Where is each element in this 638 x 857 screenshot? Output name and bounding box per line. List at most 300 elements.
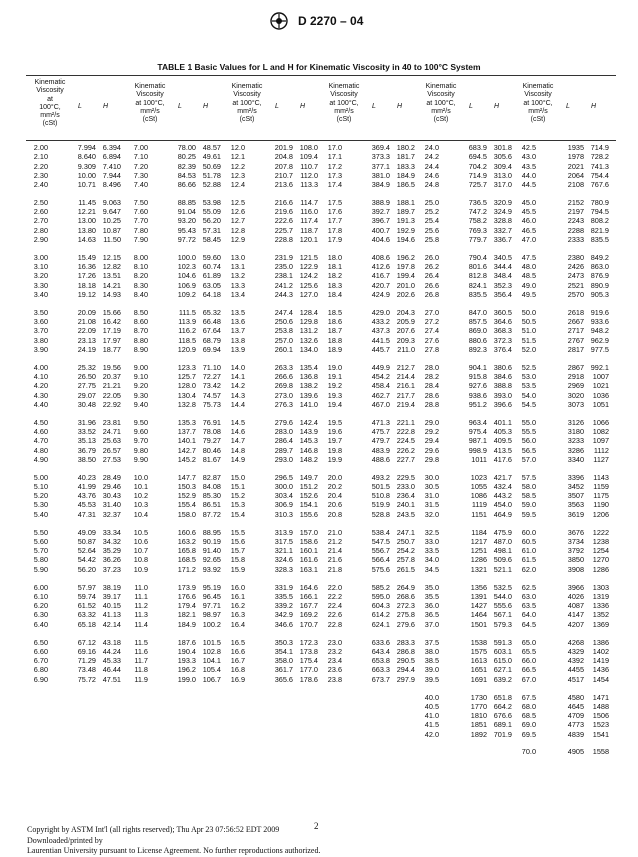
h-value: 175.4	[299, 656, 318, 666]
l-value: 2333	[567, 234, 584, 244]
h-value: 272.3	[396, 601, 415, 611]
viscosity-value: 17.0	[327, 143, 342, 152]
viscosity-value: 3.80	[33, 335, 48, 345]
h-value: 57.31	[202, 225, 221, 235]
l-value: 437.3	[371, 326, 390, 336]
viscosity-value: 28.8	[424, 399, 439, 409]
viscosity-value: 11.6	[134, 646, 148, 656]
l-value: 2108	[567, 180, 584, 189]
viscosity-value: 6.90	[33, 674, 48, 684]
l-value: 102.3	[177, 262, 196, 272]
viscosity-value: 17.7	[327, 216, 342, 226]
h-value: 487.0	[493, 536, 512, 546]
h-value: 1506	[592, 711, 609, 720]
h-value: 701.9	[493, 729, 512, 739]
h-column-header: H	[103, 103, 109, 110]
l-value: 132.8	[177, 399, 196, 409]
l-value: 123.3	[177, 362, 196, 372]
viscosity-value: 16.2	[230, 601, 245, 611]
l-value: 219.6	[274, 207, 293, 217]
h-value: 808.2	[590, 216, 609, 226]
viscosity-value: 21.2	[327, 536, 342, 546]
l-value: 33.52	[77, 427, 96, 436]
h-value: 794.5	[590, 207, 609, 217]
viscosity-value: 54.5	[521, 399, 536, 409]
h-value: 384.6	[493, 372, 512, 382]
l-value: 400.7	[371, 225, 390, 235]
h-value: 22.92	[102, 399, 121, 409]
h-value: 47.51	[102, 674, 121, 684]
l-value: 388.9	[371, 197, 390, 207]
h-value: 124.2	[299, 271, 318, 281]
l-value: 296.5	[274, 472, 293, 482]
viscosity-value: 11.7	[134, 656, 148, 666]
viscosity-value: 69.0	[521, 720, 536, 730]
header-line: Kinematic	[231, 83, 263, 90]
h-value: 290.5	[396, 656, 415, 666]
header-line: mm²/s	[334, 107, 354, 115]
viscosity-value: 36.5	[424, 610, 439, 620]
l-value: 113.9	[178, 317, 196, 327]
h-value: 1523	[592, 720, 609, 730]
viscosity-value: 48.0	[521, 262, 536, 272]
viscosity-value: 15.8	[230, 555, 245, 565]
l-value: 158.0	[177, 509, 196, 519]
h-value: 117.4	[300, 216, 318, 226]
h-value: 55.09	[202, 207, 221, 217]
h-value: 464.9	[493, 509, 512, 519]
viscosity-value: 5.30	[33, 500, 48, 510]
l-value: 95.43	[177, 225, 196, 235]
l-value: 1892	[470, 729, 487, 739]
viscosity-table	[26, 75, 616, 835]
header-line: at 100°C,	[232, 99, 262, 107]
h-value: 135.4	[299, 362, 318, 372]
h-value: 229.5	[396, 472, 415, 482]
h-value: 227.7	[396, 454, 415, 464]
h-value: 1369	[592, 619, 609, 629]
h-value: 1254	[592, 546, 609, 556]
l-value: 184.9	[177, 619, 196, 629]
viscosity-value: 20.8	[327, 509, 342, 519]
header-line: Viscosity	[524, 91, 552, 99]
h-value: 567.1	[493, 610, 512, 620]
viscosity-value: 8.50	[133, 307, 148, 317]
l-value: 3233	[567, 436, 584, 446]
viscosity-value: 66.5	[521, 665, 536, 675]
header-line: Kinematic	[328, 83, 360, 90]
h-value: 138.2	[299, 381, 318, 391]
h-value: 132.6	[299, 335, 318, 345]
h-value: 305.6	[493, 152, 512, 162]
h-value: 172.3	[299, 637, 318, 647]
h-value: 222.8	[396, 427, 415, 436]
l-value: 4580	[567, 692, 584, 702]
viscosity-value: 33.5	[424, 546, 439, 556]
l-value: 342.9	[274, 610, 293, 620]
viscosity-value: 18.3	[327, 280, 342, 290]
h-value: 1488	[592, 701, 609, 711]
h-value: 905.3	[590, 289, 609, 299]
l-value: 633.6	[371, 637, 390, 647]
l-value: 2817	[567, 344, 584, 354]
l-value: 354.1	[274, 646, 293, 656]
l-value: 225.7	[274, 225, 293, 235]
viscosity-value: 3.90	[33, 344, 48, 354]
viscosity-value: 14.4	[230, 399, 245, 409]
viscosity-value: 44.5	[521, 180, 536, 189]
l-value: 328.3	[274, 564, 293, 574]
viscosity-value: 3.20	[33, 271, 48, 281]
h-value: 155.6	[299, 509, 318, 519]
l-value: 19.12	[77, 289, 96, 299]
viscosity-value: 37.5	[424, 637, 439, 647]
l-value: 847.0	[468, 307, 487, 317]
l-value: 758.2	[468, 216, 487, 226]
l-value: 3850	[567, 555, 584, 565]
h-value: 933.6	[590, 317, 609, 327]
viscosity-value: 16.6	[230, 646, 245, 656]
l-value: 1055	[470, 481, 487, 491]
l-value: 519.9	[371, 500, 390, 510]
l-value: 306.9	[274, 500, 293, 510]
h-value: 521.1	[493, 564, 512, 574]
h-value: 250.7	[396, 536, 415, 546]
l-value: 812.8	[468, 271, 487, 281]
viscosity-value: 54.0	[521, 390, 536, 400]
l-value: 2473	[567, 271, 584, 281]
viscosity-value: 14.1	[230, 372, 245, 382]
h-value: 317.0	[493, 180, 512, 189]
h-value: 579.3	[493, 619, 512, 629]
l-value: 160.6	[177, 527, 196, 537]
h-value: 52.88	[202, 180, 221, 189]
h-value: 85.30	[202, 491, 221, 501]
l-value: 106.9	[177, 280, 196, 290]
h-value: 6.894	[102, 152, 121, 162]
viscosity-value: 34.0	[424, 555, 439, 565]
h-value: 12.15	[102, 252, 121, 262]
l-value: 528.8	[371, 509, 390, 519]
h-value: 180.2	[396, 143, 415, 152]
h-value: 405.3	[493, 427, 512, 436]
l-value: 575.6	[371, 564, 390, 574]
viscosity-value: 6.00	[33, 582, 48, 592]
viscosity-value: 13.9	[230, 344, 245, 354]
l-value: 1427	[470, 601, 487, 611]
h-value: 676.6	[493, 711, 512, 720]
viscosity-value: 17.3	[327, 170, 342, 180]
l-value: 449.9	[371, 362, 390, 372]
l-value: 3792	[567, 546, 584, 556]
viscosity-value: 34.5	[424, 564, 439, 574]
l-value: 84.53	[177, 170, 196, 180]
l-value: 69.16	[77, 646, 96, 656]
l-column-header: L	[566, 103, 570, 110]
l-value: 2867	[567, 362, 584, 372]
l-value: 892.3	[468, 344, 487, 354]
h-value: 191.3	[396, 216, 415, 226]
h-value: 603.1	[493, 646, 512, 656]
l-value: 408.6	[371, 252, 390, 262]
l-value: 3452	[567, 481, 584, 491]
l-value: 779.7	[468, 234, 487, 244]
l-value: 373.3	[371, 152, 390, 162]
l-value: 4268	[567, 637, 584, 647]
h-value: 340.5	[493, 252, 512, 262]
h-value: 15.66	[102, 307, 121, 317]
h-value: 81.67	[202, 454, 221, 464]
l-value: 904.1	[468, 362, 487, 372]
viscosity-value: 67.5	[521, 692, 536, 702]
h-value: 876.9	[590, 271, 609, 281]
l-value: 404.6	[371, 234, 390, 244]
l-value: 65.18	[77, 619, 96, 629]
h-value: 1558	[592, 747, 609, 757]
l-value: 714.9	[468, 170, 487, 180]
h-value: 152.6	[299, 491, 318, 501]
l-value: 1770	[470, 701, 487, 711]
h-value: 279.6	[396, 619, 415, 629]
viscosity-value: 5.90	[33, 564, 48, 574]
viscosity-value: 16.7	[230, 656, 245, 666]
l-value: 1011	[471, 454, 487, 464]
viscosity-value: 4.60	[33, 427, 48, 436]
l-value: 510.8	[371, 491, 390, 501]
h-value: 100.2	[202, 619, 221, 629]
h-value: 555.6	[493, 601, 512, 611]
l-value: 29.07	[77, 390, 96, 400]
column-group	[126, 75, 223, 835]
l-value: 310.3	[274, 509, 293, 519]
h-value: 741.3	[590, 161, 609, 171]
viscosity-value: 14.3	[230, 390, 245, 400]
viscosity-value: 2.50	[33, 197, 48, 207]
viscosity-value: 13.1	[230, 262, 245, 272]
viscosity-value: 52.5	[521, 362, 536, 372]
h-value: 112.0	[300, 170, 318, 180]
h-value: 13.51	[102, 271, 121, 281]
h-value: 1419	[592, 656, 609, 666]
l-value: 263.3	[274, 362, 293, 372]
h-value: 106.7	[202, 674, 221, 684]
h-value: 615.0	[493, 656, 512, 666]
h-value: 651.8	[493, 692, 512, 702]
l-value: 585.2	[371, 582, 390, 592]
viscosity-value: 13.0	[230, 252, 245, 262]
h-value: 240.1	[396, 500, 415, 510]
viscosity-value: 2.00	[33, 143, 48, 152]
viscosity-value: 7.00	[133, 143, 148, 152]
viscosity-value: 8.90	[133, 344, 148, 354]
h-value: 154.1	[299, 500, 318, 510]
viscosity-value: 23.8	[327, 674, 342, 684]
viscosity-value: 14.2	[230, 381, 245, 391]
l-value: 429.0	[371, 307, 390, 317]
h-value: 1270	[592, 555, 609, 565]
header-line: Kinematic	[522, 83, 554, 90]
h-value: 10.25	[102, 216, 121, 226]
h-column-header: H	[203, 103, 209, 110]
viscosity-value: 2.90	[33, 234, 48, 244]
h-value: 41.13	[102, 610, 121, 620]
h-value: 216.1	[396, 381, 415, 391]
l-value: 100.0	[177, 252, 196, 262]
l-value: 396.7	[371, 216, 390, 226]
l-value: 927.6	[468, 381, 487, 391]
viscosity-value: 3.10	[33, 262, 48, 272]
viscosity-value: 20.4	[327, 491, 342, 501]
l-value: 462.7	[371, 390, 390, 400]
viscosity-value: 2.10	[33, 152, 48, 162]
h-value: 509.6	[493, 555, 512, 565]
column-group	[320, 75, 417, 835]
l-value: 207.8	[274, 161, 293, 171]
l-value: 3619	[567, 509, 584, 519]
viscosity-value: 55.5	[521, 427, 536, 436]
h-value: 1454	[592, 674, 609, 684]
l-value: 412.6	[371, 262, 390, 272]
h-column-header: H	[397, 103, 403, 110]
viscosity-value: 19.6	[327, 427, 342, 436]
viscosity-value: 22.6	[327, 610, 342, 620]
l-value: 1119	[471, 500, 487, 510]
l-value: 441.5	[371, 335, 390, 345]
copyright-footer	[27, 825, 320, 857]
viscosity-value: 64.0	[521, 610, 536, 620]
header-line: at 100°C,	[426, 99, 456, 107]
viscosity-value: 51.5	[521, 335, 536, 345]
h-value: 376.4	[493, 344, 512, 354]
l-value: 3020	[567, 390, 584, 400]
l-value: 67.12	[77, 637, 96, 647]
viscosity-value: 64.5	[521, 619, 536, 629]
viscosity-value: 21.0	[327, 527, 342, 537]
h-value: 209.3	[396, 335, 415, 345]
l-value: 331.9	[274, 582, 293, 592]
viscosity-value: 11.8	[134, 665, 148, 675]
l-value: 424.9	[371, 289, 390, 299]
h-value: 221.1	[396, 417, 415, 427]
l-value: 2243	[567, 216, 584, 226]
viscosity-value: 41.0	[424, 711, 439, 720]
l-value: 135.3	[177, 417, 196, 427]
l-value: 1613	[470, 656, 487, 666]
h-value: 409.5	[493, 436, 512, 446]
h-value: 236.4	[396, 491, 415, 501]
h-value: 417.6	[493, 454, 512, 464]
h-value: 17.97	[102, 335, 121, 345]
l-value: 2021	[567, 161, 584, 171]
viscosity-value: 6.60	[33, 646, 48, 656]
viscosity-value: 11.1	[134, 591, 148, 601]
viscosity-value: 4.80	[33, 445, 48, 455]
l-value: 1184	[471, 527, 487, 537]
viscosity-value: 9.50	[133, 417, 148, 427]
h-value: 202.6	[396, 289, 415, 299]
l-value: 2197	[567, 207, 584, 217]
viscosity-value: 11.3	[134, 610, 148, 620]
l-value: 951.2	[468, 399, 487, 409]
l-value: 176.6	[177, 591, 196, 601]
l-value: 790.4	[468, 252, 487, 262]
l-value: 97.72	[177, 234, 196, 244]
l-value: 35.13	[77, 436, 96, 446]
h-value: 10.87	[102, 225, 121, 235]
h-value: 28.49	[102, 472, 121, 482]
l-value: 556.7	[371, 546, 390, 556]
h-value: 344.4	[493, 262, 512, 272]
viscosity-value: 2.60	[33, 207, 48, 217]
h-value: 352.3	[493, 280, 512, 290]
l-value: 40.23	[77, 472, 96, 482]
h-value: 1352	[592, 610, 609, 620]
l-value: 324.6	[274, 555, 293, 565]
h-value: 689.1	[493, 720, 512, 730]
viscosity-value: 15.2	[230, 491, 245, 501]
h-value: 181.7	[396, 152, 415, 162]
viscosity-value: 17.5	[327, 197, 342, 207]
l-value: 182.1	[177, 610, 196, 620]
h-value: 544.0	[493, 591, 512, 601]
viscosity-value: 9.20	[133, 381, 148, 391]
h-value: 9.647	[102, 207, 121, 217]
h-value: 27.53	[102, 454, 121, 464]
l-value: 57.97	[77, 582, 96, 592]
viscosity-value: 7.40	[133, 180, 148, 189]
h-value: 45.33	[102, 656, 121, 666]
h-value: 9.063	[102, 197, 121, 207]
h-value: 664.2	[493, 701, 512, 711]
l-value: 116.2	[178, 326, 196, 336]
h-value: 1541	[592, 729, 609, 739]
l-value: 736.5	[468, 197, 487, 207]
l-value: 3286	[567, 445, 584, 455]
h-value: 1336	[592, 601, 609, 611]
h-value: 114.7	[300, 197, 318, 207]
h-value: 197.8	[396, 262, 415, 272]
l-value: 54.42	[77, 555, 96, 565]
l-value: 4147	[567, 610, 584, 620]
l-value: 4645	[567, 701, 584, 711]
h-value: 1175	[593, 491, 609, 501]
h-value: 212.7	[396, 362, 415, 372]
l-value: 171.2	[177, 564, 196, 574]
l-value: 179.4	[177, 601, 196, 611]
viscosity-value: 7.30	[133, 170, 148, 180]
h-value: 1222	[592, 527, 609, 537]
viscosity-value: 10.7	[133, 546, 148, 556]
l-value: 59.74	[77, 591, 96, 601]
h-value: 393.0	[493, 390, 512, 400]
h-value: 43.18	[102, 637, 121, 647]
viscosity-value: 30.0	[424, 472, 439, 482]
viscosity-value: 25.2	[424, 207, 439, 217]
viscosity-value: 24.8	[424, 180, 439, 189]
h-value: 1402	[592, 646, 609, 656]
viscosity-value: 13.4	[230, 289, 245, 299]
viscosity-value: 19.1	[327, 372, 342, 382]
viscosity-value: 45.0	[521, 197, 536, 207]
l-value: 128.0	[177, 381, 196, 391]
h-value: 1286	[592, 564, 609, 574]
h-value: 24.71	[102, 427, 121, 436]
viscosity-value: 6.30	[33, 610, 48, 620]
l-value: 273.0	[274, 390, 293, 400]
viscosity-value: 49.0	[521, 280, 536, 290]
h-value: 454.0	[493, 500, 512, 510]
viscosity-value: 4.40	[33, 399, 48, 409]
